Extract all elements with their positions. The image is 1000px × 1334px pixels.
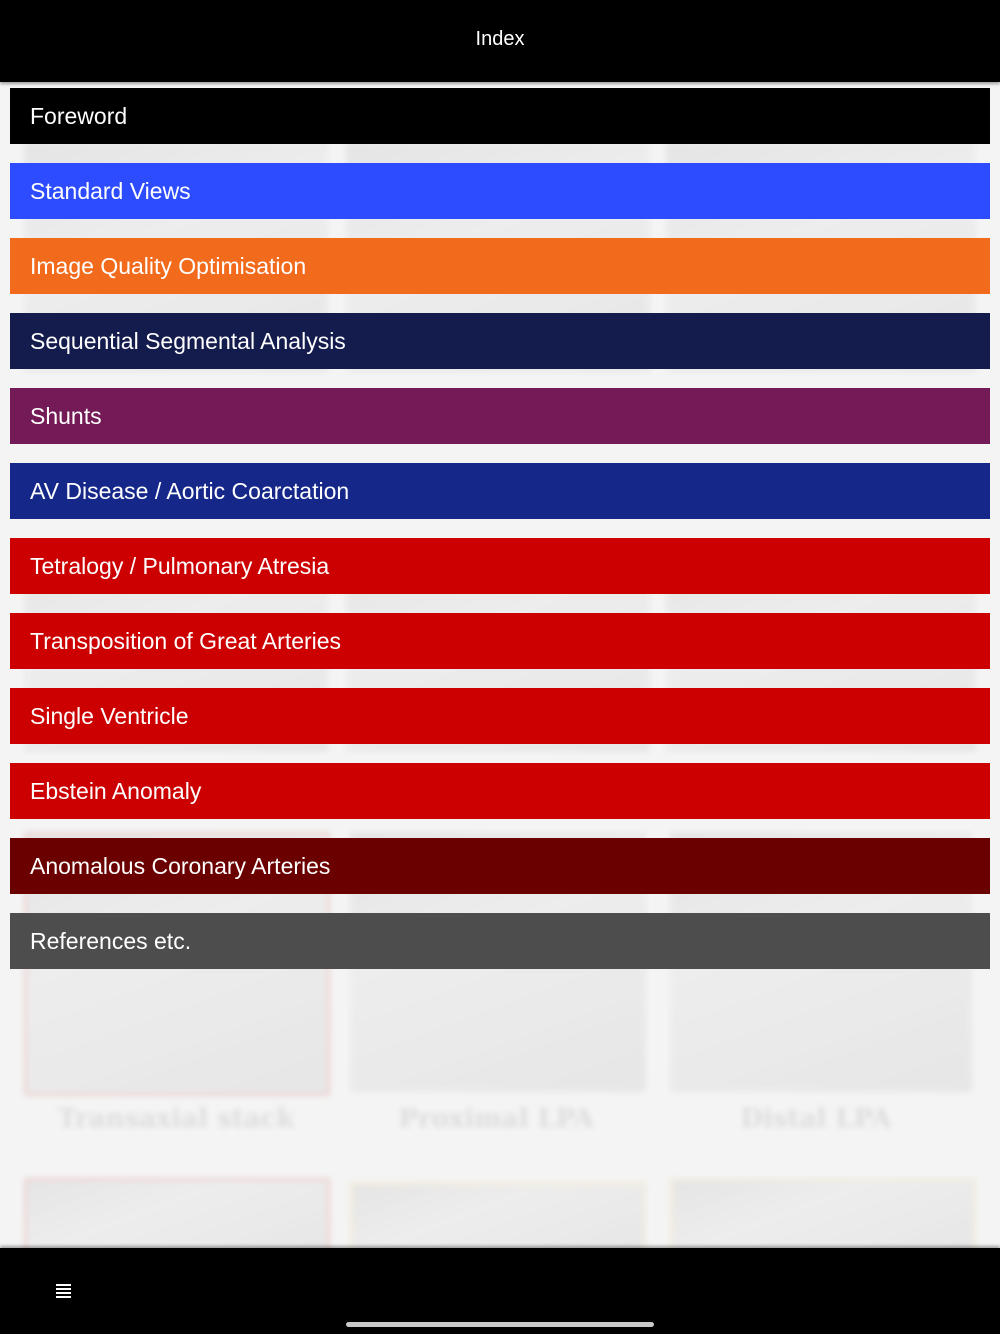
top-navigation-bar <box>0 0 1000 82</box>
index-item-shunts[interactable]: Shunts <box>10 388 990 444</box>
index-item-image-quality-optimisation[interactable]: Image Quality Optimisation <box>10 238 990 294</box>
index-item-anomalous-coronary-arteries[interactable]: Anomalous Coronary Arteries <box>10 838 990 894</box>
index-item-av-disease-aortic-coarctation[interactable]: AV Disease / Aortic Coarctation <box>10 463 990 519</box>
index-item-foreword[interactable]: Foreword <box>10 88 990 144</box>
background-caption: Transaxial stack <box>57 1104 295 1134</box>
menu-icon-line <box>56 1292 71 1294</box>
index-item-ebstein-anomaly[interactable]: Ebstein Anomaly <box>10 763 990 819</box>
chapter-index-list <box>10 88 990 988</box>
index-item-single-ventricle[interactable]: Single Ventricle <box>10 688 990 744</box>
menu-icon-line <box>56 1284 71 1286</box>
index-item-standard-views[interactable]: Standard Views <box>10 163 990 219</box>
index-item-transposition-of-great-arteries[interactable]: Transposition of Great Arteries <box>10 613 990 669</box>
index-item-references[interactable]: References etc. <box>10 913 990 969</box>
menu-icon[interactable] <box>56 1284 78 1302</box>
background-caption: Proximal LPA <box>398 1104 594 1134</box>
menu-icon-line <box>56 1288 71 1290</box>
menu-icon-line <box>56 1296 71 1298</box>
index-item-tetralogy-pulmonary-atresia[interactable]: Tetralogy / Pulmonary Atresia <box>10 538 990 594</box>
index-item-sequential-segmental-analysis[interactable]: Sequential Segmental Analysis <box>10 313 990 369</box>
home-indicator[interactable] <box>346 1322 654 1327</box>
background-caption: Distal LPA <box>740 1104 892 1134</box>
page-title: Index <box>475 28 525 50</box>
background-thumbnail <box>24 1178 330 1258</box>
background-thumbnail <box>350 1182 646 1258</box>
bottom-toolbar <box>0 1248 1000 1334</box>
background-thumbnail <box>670 1178 976 1258</box>
